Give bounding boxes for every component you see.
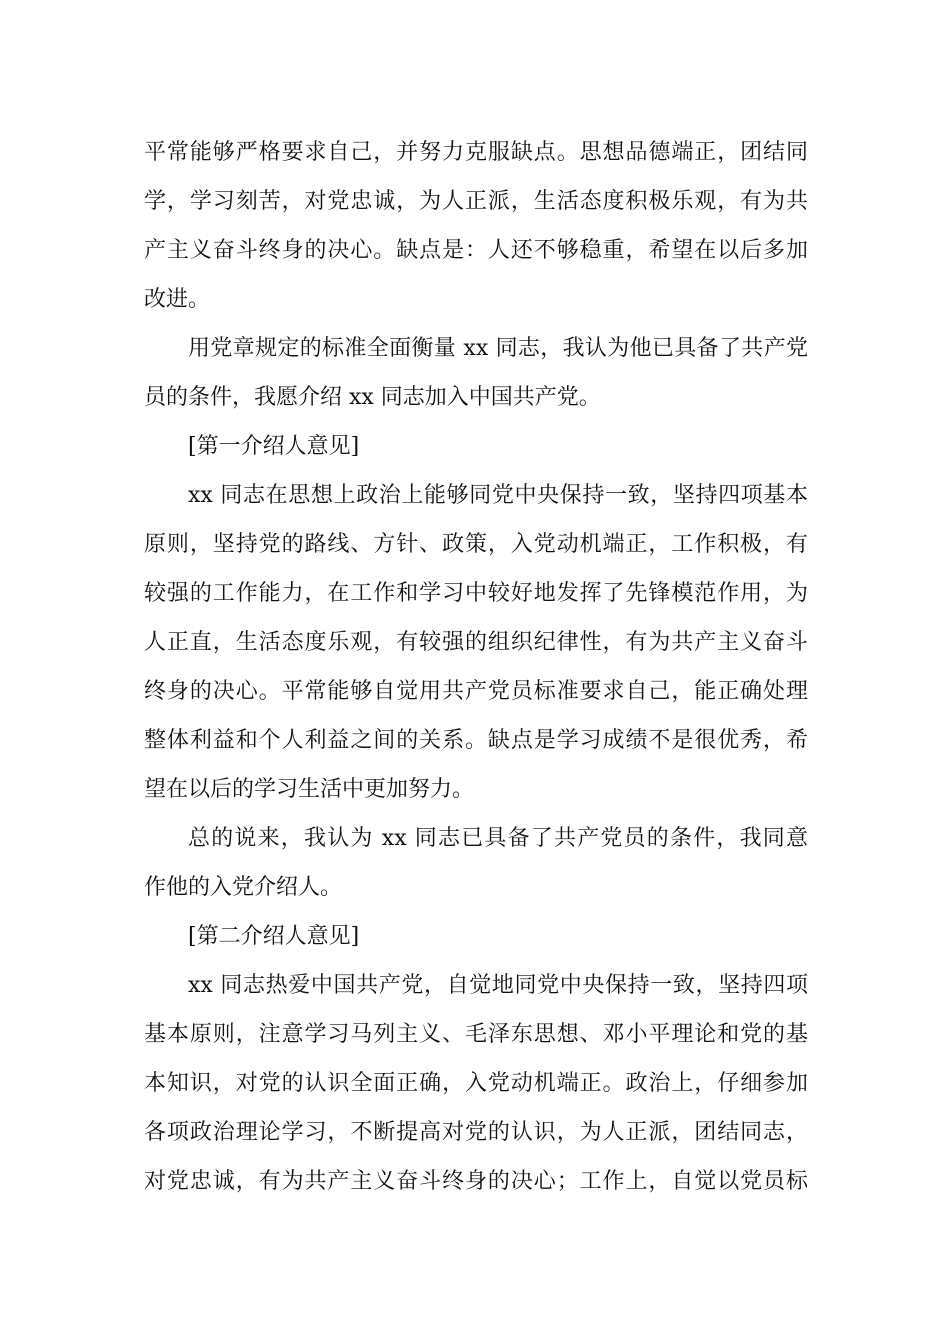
paragraph-conclusion-1: [144, 324, 808, 422]
text-line: 用党章规定的标准全面衡量 xx 同志，我认为他已具备了共产党: [188, 336, 808, 361]
text-line: 本知识，对党的认识全面正确，入党动机端正。政治上，仔细参加: [144, 1071, 808, 1096]
section-heading-first-introducer: [144, 422, 808, 471]
text-line: 员的条件，我愿介绍 xx 同志加入中国共产党。: [144, 385, 601, 410]
text-line: 产主义奋斗终身的决心。缺点是：人还不够稳重，希望在以后多加: [144, 238, 808, 263]
text-line: xx 同志热爱中国共产党，自觉地同党中央保持一致，坚持四项: [188, 973, 808, 998]
document-page: [144, 128, 808, 1206]
text-line: xx 同志在思想上政治上能够同党中央保持一致，坚持四项基本: [188, 483, 808, 508]
text-line: 人正直，生活态度乐观，有较强的组织纪律性，有为共产主义奋斗: [144, 630, 808, 655]
text-line: 对党忠诚，有为共产主义奋斗终身的决心；工作上，自觉以党员标: [144, 1169, 808, 1194]
text-line: 望在以后的学习生活中更加努力。: [144, 777, 475, 802]
text-line: 原则，坚持党的路线、方针、政策，入党动机端正，工作积极，有: [144, 532, 808, 557]
heading-text: [第二介绍人意见]: [188, 924, 360, 949]
text-line: 整体利益和个人利益之间的关系。缺点是学习成绩不是很优秀，希: [144, 728, 808, 753]
text-line: 各项政治理论学习，不断提高对党的认识，为人正派，团结同志，: [144, 1120, 808, 1145]
text-line: 改进。: [144, 287, 211, 312]
paragraph-intro-continuation: [144, 128, 808, 324]
text-line: 较强的工作能力，在工作和学习中较好地发挥了先锋模范作用，为: [144, 581, 808, 606]
text-line: 平常能够严格要求自己，并努力克服缺点。思想品德端正，团结同: [144, 140, 808, 165]
text-line: 总的说来，我认为 xx 同志已具备了共产党员的条件，我同意: [188, 826, 808, 851]
section-heading-second-introducer: [144, 912, 808, 961]
text-line: 作他的入党介绍人。: [144, 875, 343, 900]
text-line: 终身的决心。平常能够自觉用共产党员标准要求自己，能正确处理: [144, 679, 808, 704]
text-line: 学，学习刻苦，对党忠诚，为人正派，生活态度积极乐观，有为共: [144, 189, 808, 214]
paragraph-second-opinion: [144, 961, 808, 1206]
paragraph-first-opinion: [144, 471, 808, 814]
text-line: 基本原则，注意学习马列主义、毛泽东思想、邓小平理论和党的基: [144, 1022, 808, 1047]
heading-text: [第一介绍人意见]: [188, 434, 360, 459]
paragraph-conclusion-2: [144, 814, 808, 912]
